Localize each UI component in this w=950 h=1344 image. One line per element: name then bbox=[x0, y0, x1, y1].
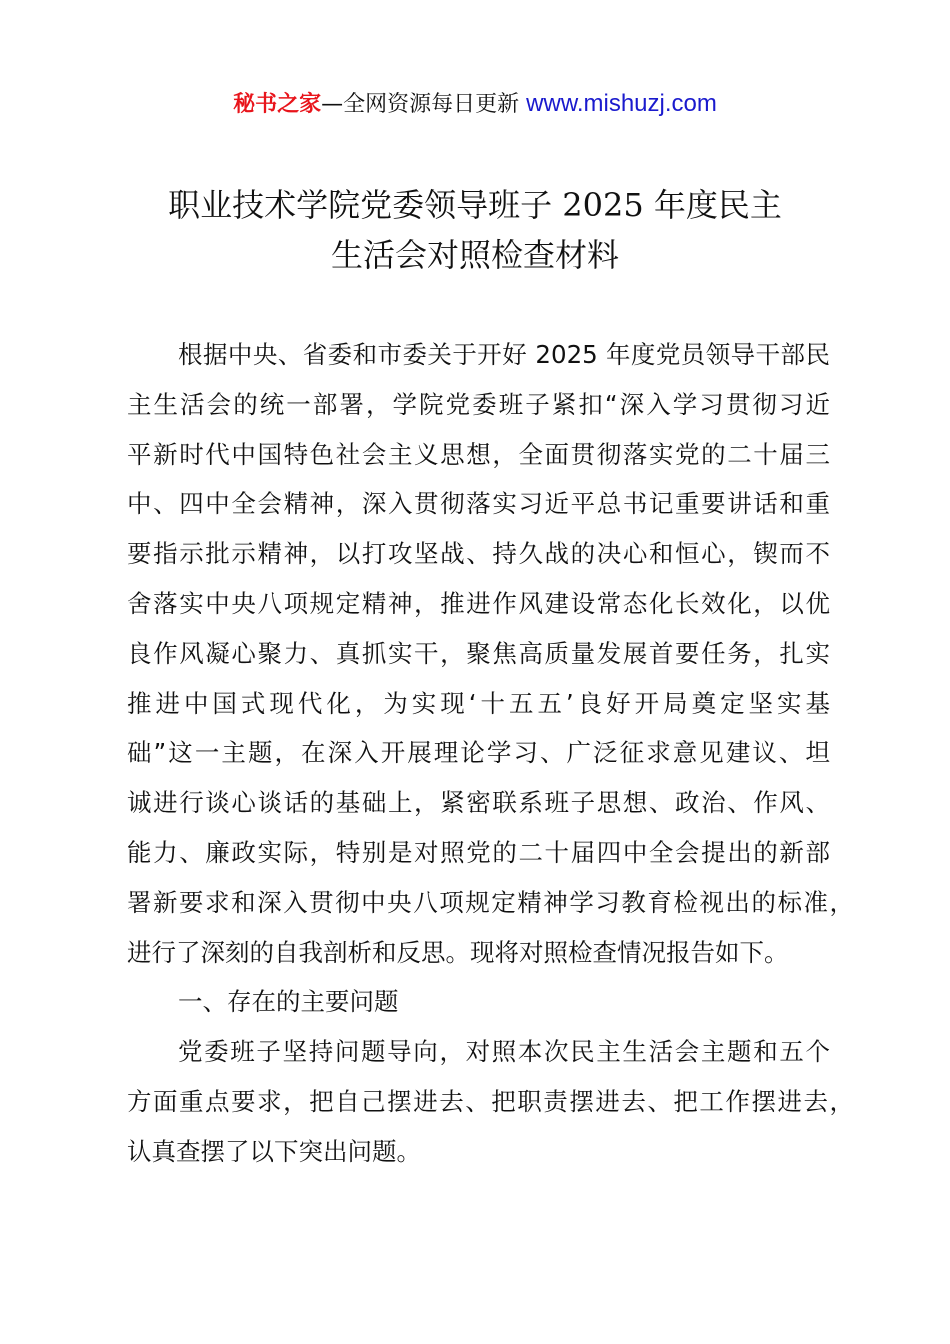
document-body bbox=[127, 330, 854, 1177]
section-heading: 一、存在的主要问题 bbox=[178, 987, 399, 1017]
text-line: 诚进行谈心谈话的基础上，紧密联系班子思想、政治、作风、 bbox=[127, 788, 830, 818]
text-line: 舍落实中央八项规定精神，推进作风建设常态化长效化，以优 bbox=[127, 588, 830, 618]
text-line: 根据中央、省委和市委关于开好 2025 年度党员领导干部民 bbox=[178, 340, 830, 369]
title-line-2: 生活会对照检查材料 bbox=[330, 236, 619, 274]
paragraph-1 bbox=[127, 330, 854, 977]
document-title bbox=[0, 180, 950, 280]
header-tagline: —全网资源每日更新 bbox=[321, 92, 527, 117]
text-line: 方面重点要求，把自己摆进去、把职责摆进去、把工作摆进去， bbox=[127, 1086, 854, 1116]
text-line: 础”这一主题，在深入开展理论学习、广泛征求意见建议、坦 bbox=[127, 738, 830, 768]
site-header bbox=[0, 88, 950, 121]
text-line: 署新要求和深入贯彻中央八项规定精神学习教育检视出的标准， bbox=[127, 887, 854, 917]
brand-name: 秘书之家 bbox=[233, 92, 322, 117]
paragraph-2 bbox=[127, 1027, 854, 1176]
text-line: 认真查摆了以下突出问题。 bbox=[127, 1136, 421, 1166]
text-line: 平新时代中国特色社会主义思想，全面贯彻落实党的二十届三 bbox=[127, 439, 830, 469]
text-line: 推进中国式现代化，为实现‘十五五’良好开局奠定坚实基 bbox=[127, 688, 830, 718]
text-line: 进行了深刻的自我剖析和反思。现将对照检查情况报告如下。 bbox=[127, 937, 789, 967]
title-line-1: 职业技术学院党委领导班子 2025 年度民主 bbox=[168, 186, 782, 224]
text-line: 能力、廉政实际，特别是对照党的二十届四中全会提出的新部 bbox=[127, 837, 830, 867]
text-line: 党委班子坚持问题导向，对照本次民主生活会主题和五个 bbox=[178, 1037, 830, 1067]
text-line: 良作风凝心聚力、真抓实干，聚焦高质量发展首要任务，扎实 bbox=[127, 638, 830, 668]
site-url-link[interactable]: www.mishuzj.com bbox=[526, 90, 717, 117]
text-line: 中、四中全会精神，深入贯彻落实习近平总书记重要讲话和重 bbox=[127, 489, 830, 519]
text-line: 主生活会的统一部署，学院党委班子紧扣“深入学习贯彻习近 bbox=[127, 389, 830, 419]
text-line: 要指示批示精神，以打攻坚战、持久战的决心和恒心，锲而不 bbox=[127, 539, 830, 569]
